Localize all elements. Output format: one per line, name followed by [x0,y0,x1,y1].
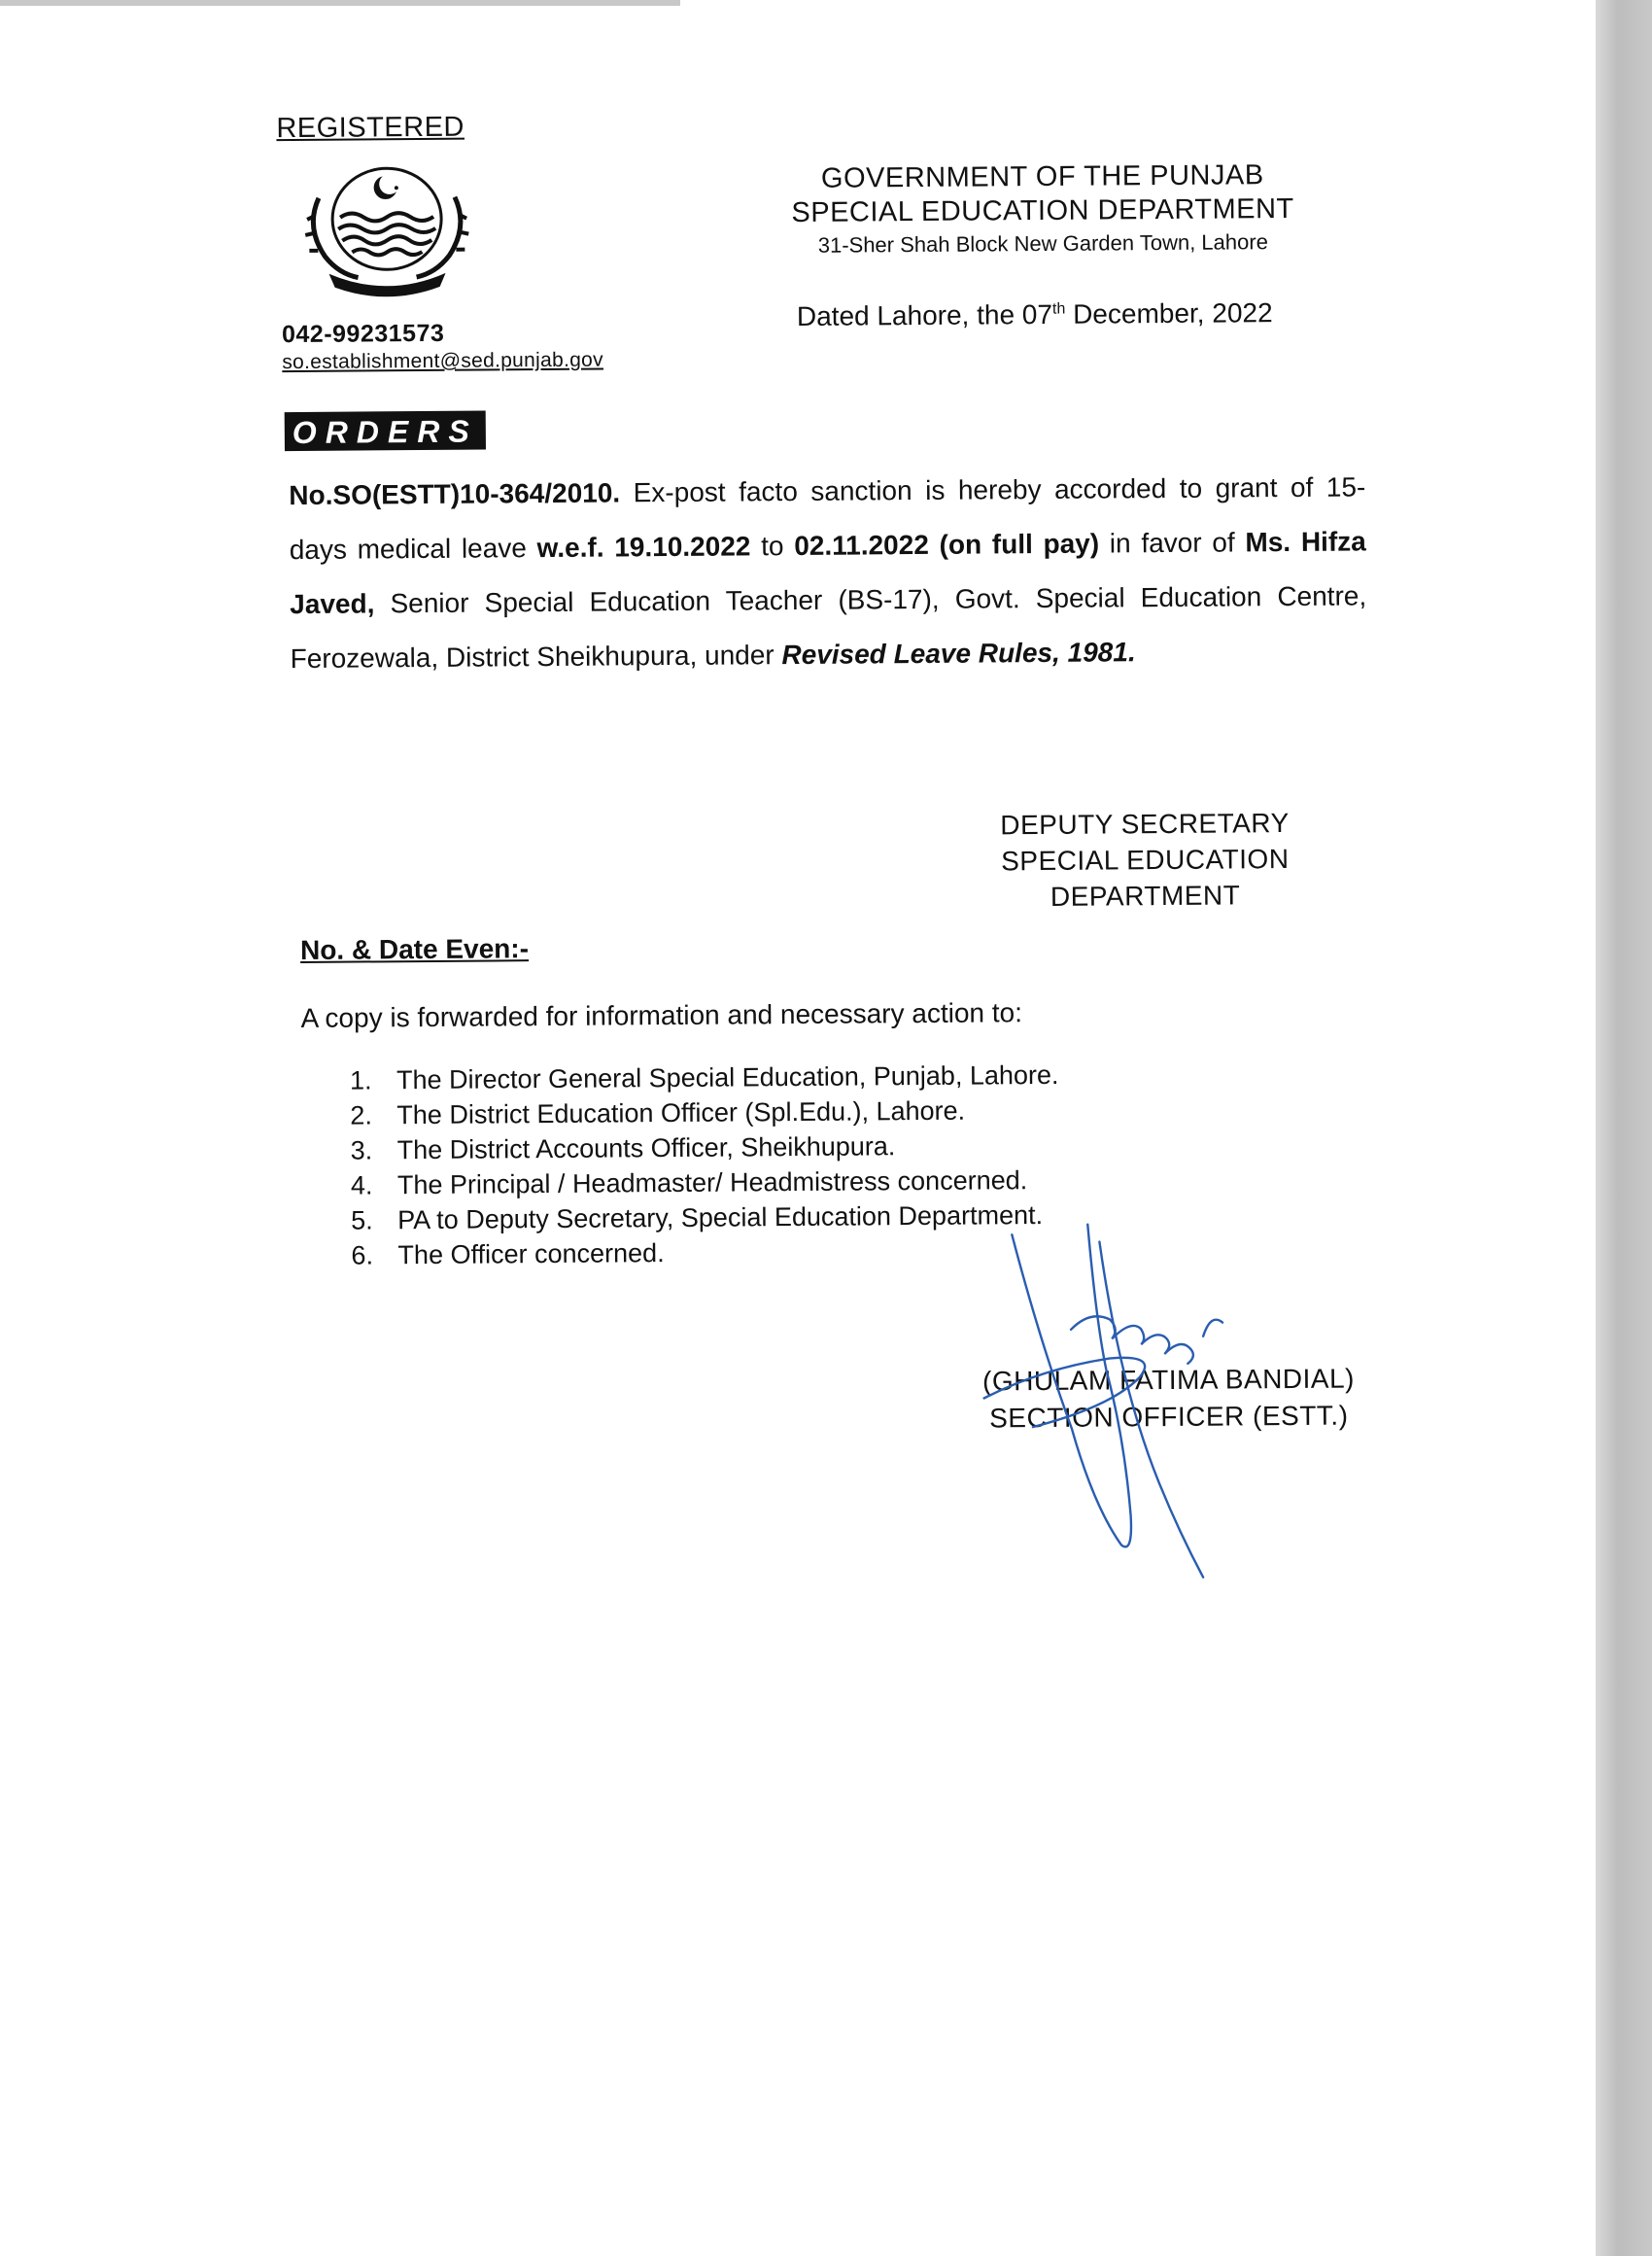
order-to-date: 02.11.2022 (on full pay) [794,528,1100,562]
list-item-text: The Director General Special Education, Punjab, Lahore. [396,1059,1059,1095]
orders-heading: ORDERS [285,410,486,451]
scan-right-edge [1596,0,1652,2256]
list-item-number: 4. [350,1170,373,1200]
government-title: GOVERNMENT OF THE PUNJAB [820,159,1264,194]
list-item [350,1058,1059,1098]
list-item [351,1163,1060,1203]
order-text-1: Ex-post facto sanction is hereby accorded to grant of 15-days medical leave [289,471,1366,566]
list-item-text: PA to Deputy Secretary, Special Education Department. [397,1200,1044,1235]
list-item [350,1093,1059,1133]
list-item [351,1232,1060,1273]
recipient-list [350,1058,1060,1273]
list-item-number: 1. [349,1065,372,1095]
leave-rules: Revised Leave Rules, 1981. [781,637,1136,671]
order-text-2: to [750,531,795,562]
order-paragraph [289,460,1367,686]
handwritten-signature [973,1211,1325,1603]
registered-label: REGISTERED [276,111,465,145]
punjab-emblem-icon [290,158,485,316]
no-date-heading: No. & Date Even:- [299,933,530,966]
order-wef-date: w.e.f. 19.10.2022 [536,531,751,564]
forward-intro: A copy is forwarded for information and necessary action to: [300,997,1023,1034]
list-item-number: 5. [351,1205,373,1235]
list-item-number: 2. [350,1100,373,1130]
signatory-name: (GHULAM FATIMA BANDIAL) [981,1363,1356,1397]
dated-line [797,297,1273,332]
employee-name: Ms. Hifza Javed, [290,526,1366,620]
list-item-text: The District Accounts Officer, Sheikhupura. [396,1131,896,1165]
order-text-4: Senior Special Education Teacher (BS-17), Govt. Special Education Centre, Ferozewala, District Sheikhupura, under [290,580,1367,675]
department-title: SPECIAL EDUCATION DEPARTMENT [791,192,1294,229]
deputy-line-3: DEPARTMENT [1050,880,1241,912]
list-item-text: The Officer concerned. [397,1238,665,1270]
department-address: 31-Sher Shah Block New Garden Town, Lahore [817,229,1268,258]
deputy-line-1: DEPUTY SECRETARY [1000,808,1290,841]
email-address: so.establishment@sed.punjab.gov [282,348,604,374]
signatory-title: SECTION OFFICER (ESTT.) [989,1400,1349,1434]
deputy-secretary-block [980,805,1311,916]
list-item-text: The Principal / Headmaster/ Headmistress concerned. [396,1165,1028,1200]
dated-prefix: Dated Lahore, the 07 [796,298,1053,331]
order-text-3: in favor of [1098,527,1246,559]
list-item [351,1128,1060,1168]
list-item-text: The District Education Officer (Spl.Edu.), Lahore. [396,1095,966,1130]
order-ref-no: No.SO(ESTT)10-364/2010. [289,477,621,511]
letterhead [761,159,1325,260]
dated-ordinal: th [1051,300,1066,318]
list-item-number: 3. [350,1135,373,1165]
list-item-number: 6. [351,1240,374,1270]
dated-suffix: December, 2022 [1065,297,1273,330]
phone-number: 042-99231573 [281,319,445,349]
deputy-line-2: SPECIAL EDUCATION [1001,844,1290,877]
list-item [351,1197,1060,1238]
